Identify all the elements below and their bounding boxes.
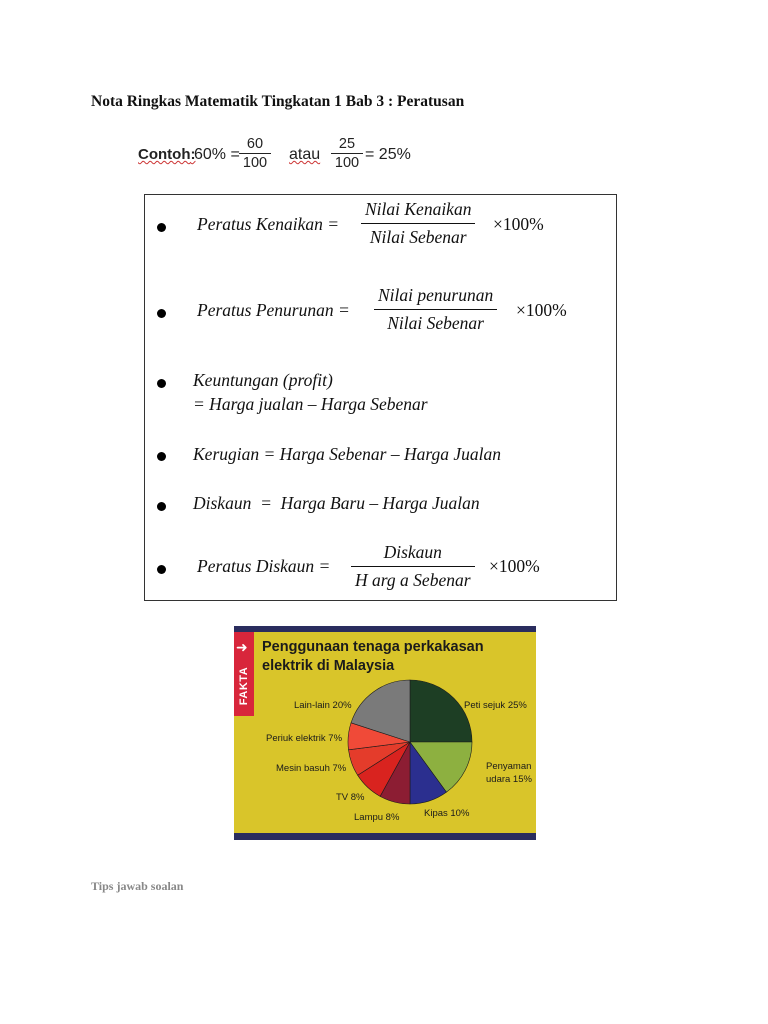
document-title: Nota Ringkas Matematik Tingkatan 1 Bab 3 : Peratusan xyxy=(91,93,465,110)
fraction-2-denominator: 100 xyxy=(334,155,360,171)
footer-tips: Tips jawab soalan xyxy=(91,879,184,893)
fact-pie-chart-image xyxy=(234,626,536,840)
decrease-fraction xyxy=(374,285,497,334)
profit-line-1: Keuntungan (profit) xyxy=(193,370,333,390)
decrease-denominator: Nilai Sebenar xyxy=(387,313,484,333)
pie-slice-label: Peti sejuk 25% xyxy=(464,700,527,711)
increase-fraction xyxy=(361,199,475,248)
fakta-label: FAKTA xyxy=(238,666,250,706)
pie-chart xyxy=(234,626,536,840)
decrease-label: Peratus Penurunan = xyxy=(197,300,350,320)
pie-slice-label: Lain-lain 20% xyxy=(294,700,352,711)
example-label: Contoh: xyxy=(138,146,196,163)
discount-formula: Diskaun = Harga Baru – Harga Jualan xyxy=(193,493,480,513)
bullet-icon xyxy=(157,223,166,232)
bullet-icon xyxy=(157,452,166,461)
fraction-1-numerator: 60 xyxy=(239,136,271,154)
example-line xyxy=(138,133,438,179)
pie-slice-label: TV 8% xyxy=(336,792,365,803)
increase-multiplier: ×100% xyxy=(493,214,544,234)
decrease-numerator: Nilai penurunan xyxy=(374,285,497,310)
decrease-multiplier: ×100% xyxy=(516,300,567,320)
bottom-band xyxy=(234,833,536,840)
bullet-icon xyxy=(157,565,166,574)
increase-label: Peratus Kenaikan = xyxy=(197,214,340,234)
pie-slice-label: Kipas 10% xyxy=(424,808,470,819)
pie-slice xyxy=(410,680,472,742)
pie-slice-label: Periuk elektrik 7% xyxy=(266,733,343,744)
bullet-icon xyxy=(157,502,166,511)
pie-slice-label: Lampu 8% xyxy=(354,812,400,823)
fraction-2-numerator: 25 xyxy=(331,136,363,154)
discount-percent-label: Peratus Diskaun = xyxy=(197,556,331,576)
example-fraction-2 xyxy=(331,136,363,173)
example-lhs: 60% = xyxy=(194,146,240,163)
pie-slice-label: Mesin basuh 7% xyxy=(276,763,347,774)
increase-denominator: Nilai Sebenar xyxy=(369,227,467,247)
chart-title: Penggunaan tenaga perkakasan elektrik di Malaysia xyxy=(262,639,484,674)
bullet-icon xyxy=(157,379,166,388)
formula-box xyxy=(144,194,617,601)
discount-percent-fraction xyxy=(351,542,475,591)
arrow-right-icon: ➜ xyxy=(236,639,248,655)
fraction-1-denominator: 100 xyxy=(242,155,268,171)
discount-percent-denominator: H arg a Sebenar xyxy=(355,570,471,590)
example-fraction-1 xyxy=(239,136,271,173)
example-connector: atau xyxy=(289,146,321,163)
increase-numerator: Nilai Kenaikan xyxy=(361,199,475,224)
example-rhs: = 25% xyxy=(365,146,411,163)
loss-formula: Kerugian = Harga Sebenar – Harga Jualan xyxy=(193,444,501,464)
pie-slice-label: Penyaman udara 15% xyxy=(486,761,532,785)
discount-percent-numerator: Diskaun xyxy=(351,542,475,567)
discount-percent-multiplier: ×100% xyxy=(489,556,540,576)
profit-line-2: = Harga jualan – Harga Sebenar xyxy=(193,394,428,414)
bullet-icon xyxy=(157,309,166,318)
